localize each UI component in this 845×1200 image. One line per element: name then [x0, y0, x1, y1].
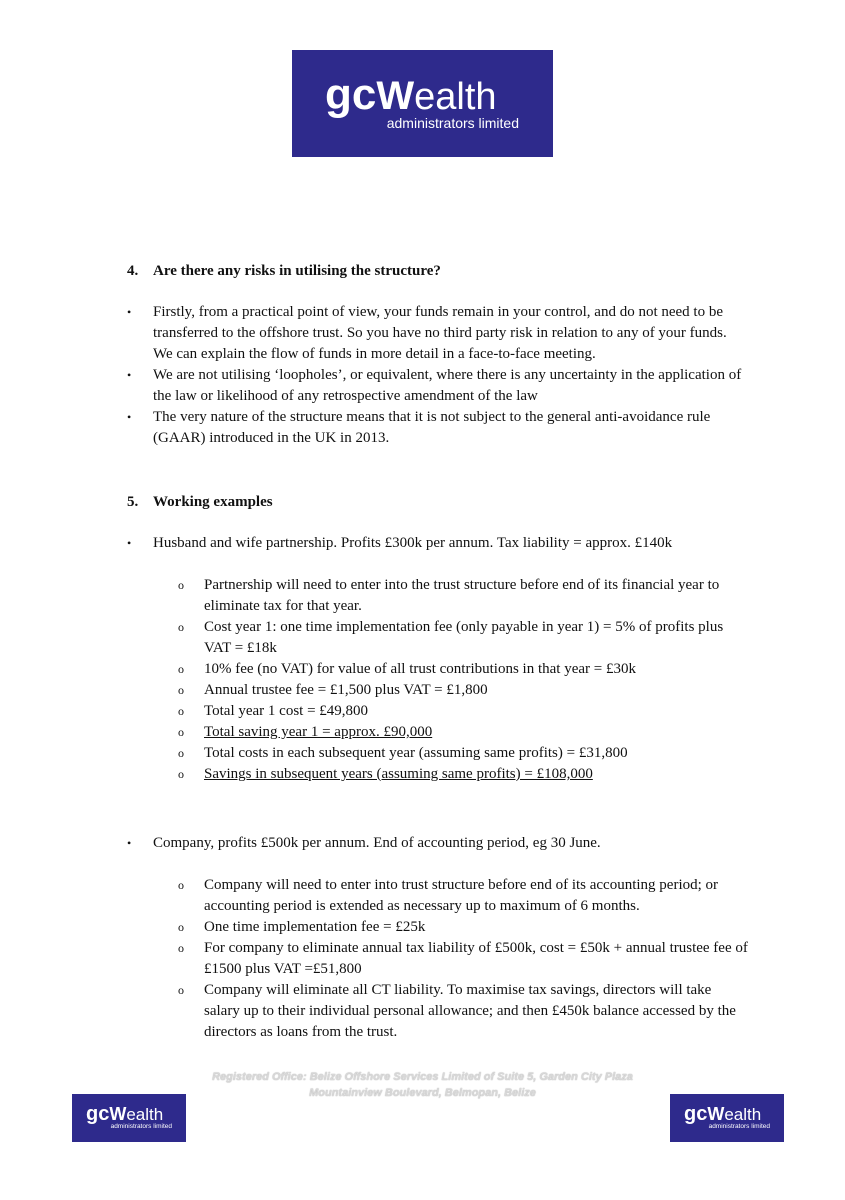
footer-logo-right — [670, 1094, 784, 1142]
footer-registered-office: Registered Office: Belize Offshore Services Limited of Suite 5, Garden City Plaza Mountainview Boulevard, Belmopan, Belize — [212, 1071, 633, 1099]
company-logo — [292, 50, 553, 157]
example-2-item: o For company to eliminate annual tax liability of £500k, cost = £50k + annual trustee fee of £1500 plus VAT =£51,800 — [178, 940, 748, 977]
example-1-item: o 10% fee (no VAT) for value of all trust contributions in that year = £30k — [178, 661, 636, 677]
example-1-title: • Husband and wife partnership. Profits £300k per annum. Tax liability = approx. £140k — [127, 535, 673, 551]
logo-wordmark: gcWealth — [86, 1103, 164, 1125]
example-1-item: o Total year 1 cost = £49,800 — [178, 703, 369, 719]
section-4-bullet-1: • Firstly, from a practical point of view, your funds remain in your control, and do not need to be transferred to the offshore trust. So you have no third party risk in relation to any of your funds. We can explain the flow of funds in more detail in a face-to-face meeting. — [127, 304, 727, 362]
logo-subtitle: administrators limited — [708, 1123, 770, 1130]
section-4-bullet-2: • We are not utilising ‘loopholes’, or equivalent, where there is any uncertainty in the application of the law or likelihood of any retrospective amendment of the law — [127, 367, 742, 404]
logo-subtitle: administrators limited — [110, 1123, 172, 1130]
example-1-item: o Cost year 1: one time implementation fee (only payable in year 1) = 5% of profits plus VAT = £18k — [178, 619, 724, 656]
footer-logo-left — [72, 1094, 186, 1142]
logo-wordmark: gcWealth — [325, 70, 497, 119]
example-1-item: o Annual trustee fee = £1,500 plus VAT = £1,800 — [178, 682, 488, 698]
logo-wordmark: gcWealth — [684, 1103, 762, 1125]
example-2-item: o One time implementation fee = £25k — [178, 919, 426, 935]
section-4-bullet-3: • The very nature of the structure means that it is not subject to the general anti-avoidance rule (GAAR) introduced in the UK in 2013. — [127, 409, 711, 446]
example-1-item-subsequent-savings: o Savings in subsequent years (assuming same profits) = £108,000 — [178, 766, 593, 782]
example-2-title: • Company, profits £500k per annum. End of accounting period, eg 30 June. — [127, 835, 601, 851]
section-5-heading: 5. Working examples — [127, 494, 273, 510]
example-2-item: o Company will need to enter into trust structure before end of its accounting period; or accounting period is extended as necessary up to maximum of 6 months. — [178, 877, 719, 914]
section-4-heading: 4. Are there any risks in utilising the structure? — [127, 263, 441, 279]
logo-subtitle: administrators limited — [386, 115, 519, 131]
example-1-item-total-saving: o Total saving year 1 = approx. £90,000 — [178, 724, 433, 740]
example-1-item: o Total costs in each subsequent year (assuming same profits) = £31,800 — [178, 745, 628, 761]
example-1-item: o Partnership will need to enter into the trust structure before end of its financial year to eliminate tax for that year. — [178, 577, 720, 614]
example-2-item: o Company will eliminate all CT liability. To maximise tax savings, directors will take salary up to their individual personal allowance; and then £450k balance accessed by the directors as loans from the trust. — [178, 982, 736, 1040]
